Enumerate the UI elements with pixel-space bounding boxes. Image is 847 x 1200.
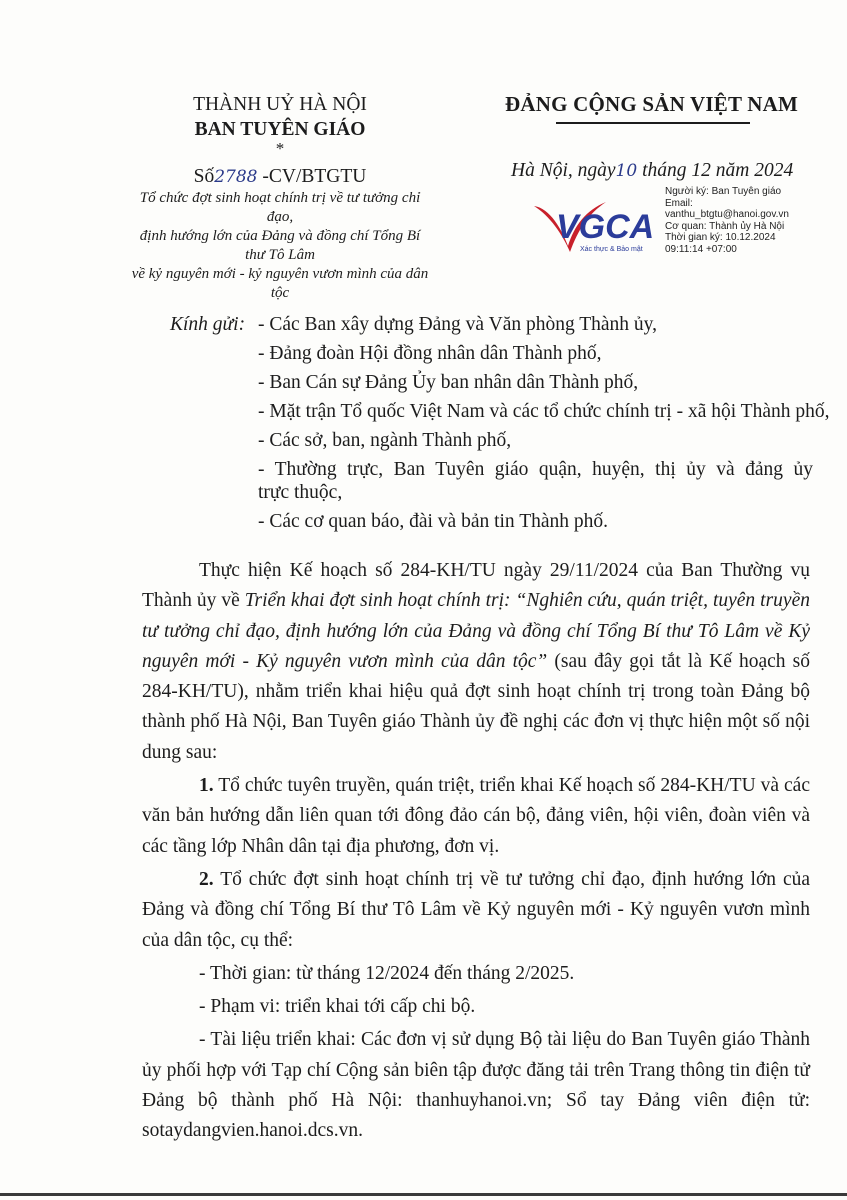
recipient-item: - Mặt trận Tổ quốc Việt Nam và các tổ chức chính trị - xã hội Thành phố, (258, 401, 830, 422)
item-1-number: 1. (199, 775, 214, 797)
sig-email-label: Email: (665, 197, 693, 209)
time-paragraph: - Thời gian: từ tháng 12/2024 đến tháng 2/2025. (199, 962, 575, 984)
recipient-item: - Đảng đoàn Hội đồng nhân dân Thành phố, (258, 343, 602, 364)
date-suffix: tháng 12 năm 2024 (637, 160, 794, 181)
date-prefix: Hà Nội, ngày (511, 160, 616, 181)
item-1-text: Tổ chức tuyên truyền, quán triệt, triển khai Kế hoạch số 284-KH/TU và các văn bản hướng dẫn liên quan tới đông đảo cán bộ, đảng viên, hội viên, đoàn viên và các tầng lớp Nhân dân tại địa phương, đơn vị. (142, 775, 810, 857)
item-1-paragraph (142, 771, 810, 862)
signature-info (665, 186, 789, 255)
document-subject (128, 189, 432, 303)
scope-paragraph: - Phạm vi: triển khai tới cấp chi bộ. (199, 996, 476, 1018)
subject-line-2: định hướng lớn của Đảng và đồng chí Tổng Bí thư Tô Lâm (139, 228, 421, 263)
docs-paragraph: - Tài liệu triển khai: Các đơn vị sử dụng Bộ tài liệu do Ban Tuyên giáo Thành ủy phối hợp với Tạp chí Cộng sản biên tập được đăng tải trên Trang thông tin điện tử Đảng bộ thành phố Hà Nội: thanhuyhanoi.vn; Sổ tay Đảng viên điện tử: sotaydangvien.hanoi.dcs.vn. (142, 1029, 810, 1142)
intro-text-a: Thực hiện Kế hoạch số 284-KH/TU ngày 29/11/2024 của Ban Thường vụ Thành ủy về (142, 560, 810, 612)
org-star: * (275, 139, 285, 158)
logo-text: VGCA (556, 208, 655, 246)
sig-time: Thời gian ký: 10.12.2024 (665, 232, 776, 243)
recipient-item: trực thuộc, (258, 482, 343, 503)
party-heading: ĐẢNG CỘNG SẢN VIỆT NAM (505, 92, 798, 116)
page-bottom-edge (0, 1193, 847, 1196)
sig-signer: Người ký: Ban Tuyên giáo (665, 186, 782, 197)
date-line (511, 160, 793, 182)
vgca-logo (528, 196, 668, 254)
item-2-paragraph (142, 865, 810, 956)
intro-text-b: (sau đây gọi tắt là Kế hoạch số 284-KH/TU), nhằm triển khai hiệu quả đợt sinh hoạt chính trị trong toàn Đảng bộ thành phố Hà Nội, Ban Tuyên giáo Thành ủy đề nghị các đơn vị thực hiện một số nội dung sau: (142, 650, 810, 763)
intro-text-italic: Triển khai đợt sinh hoạt chính trị: “Nghiên cứu, quán triệt, tuyên truyền tư tưởng chỉ đạo, định hướng lớn của Đảng và đồng chí Tổng Bí thư Tô Lâm về Kỷ nguyên mới - Kỷ nguyên vươn mình của dân tộc” (142, 590, 810, 672)
recipient-item: - Các Ban xây dựng Đảng và Văn phòng Thành ủy, (258, 314, 658, 335)
org-line-1: THÀNH UỶ HÀ NỘI (193, 94, 367, 115)
logo-tagline: Xác thực & Bảo mật (580, 246, 643, 253)
item-2-number: 2. (199, 868, 214, 890)
docno-prefix: Số (193, 166, 215, 187)
recipient-item: - Thường trực, Ban Tuyên giáo quận, huyện, thị ủy và đảng ủy (258, 459, 813, 480)
docno-handwritten: 2788 (214, 167, 258, 187)
docno-suffix: -CV/BTGTU (262, 166, 367, 187)
intro-paragraph (142, 556, 810, 768)
recipient-item: - Ban Cán sự Đảng Ủy ban nhân dân Thành phố, (258, 372, 639, 393)
subject-line-1: Tổ chức đợt sinh hoạt chính trị về tư tưởng chỉ đạo, (139, 190, 421, 225)
sig-time-2: 09:11:14 +07:00 (665, 243, 737, 255)
item-2-text: Tổ chức đợt sinh hoạt chính trị về tư tưởng chỉ đạo, định hướng lớn của Đảng và đồng chí Tổng Bí thư Tô Lâm về Kỷ nguyên mới - Kỷ nguyên vươn mình của dân tộc, cụ thể: (142, 868, 810, 951)
party-underline (556, 122, 750, 124)
date-day: 10 (615, 161, 638, 181)
issuing-organization (150, 92, 410, 156)
recipient-item: - Các sở, ban, ngành Thành phố, (258, 430, 512, 451)
recipient-item: - Các cơ quan báo, đài và bản tin Thành phố. (258, 511, 609, 532)
document-body (142, 556, 810, 1147)
org-line-2: BAN TUYÊN GIÁO (194, 119, 366, 140)
subject-line-3: về kỷ nguyên mới - kỷ nguyên vươn mình của dân tộc (131, 266, 429, 301)
sig-email: vanthu_btgtu@hanoi.gov.vn (665, 209, 789, 220)
sig-agency: Cơ quan: Thành ủy Hà Nội (665, 220, 785, 232)
document-number (150, 166, 410, 188)
recipients-label: Kính gửi: (170, 314, 246, 335)
